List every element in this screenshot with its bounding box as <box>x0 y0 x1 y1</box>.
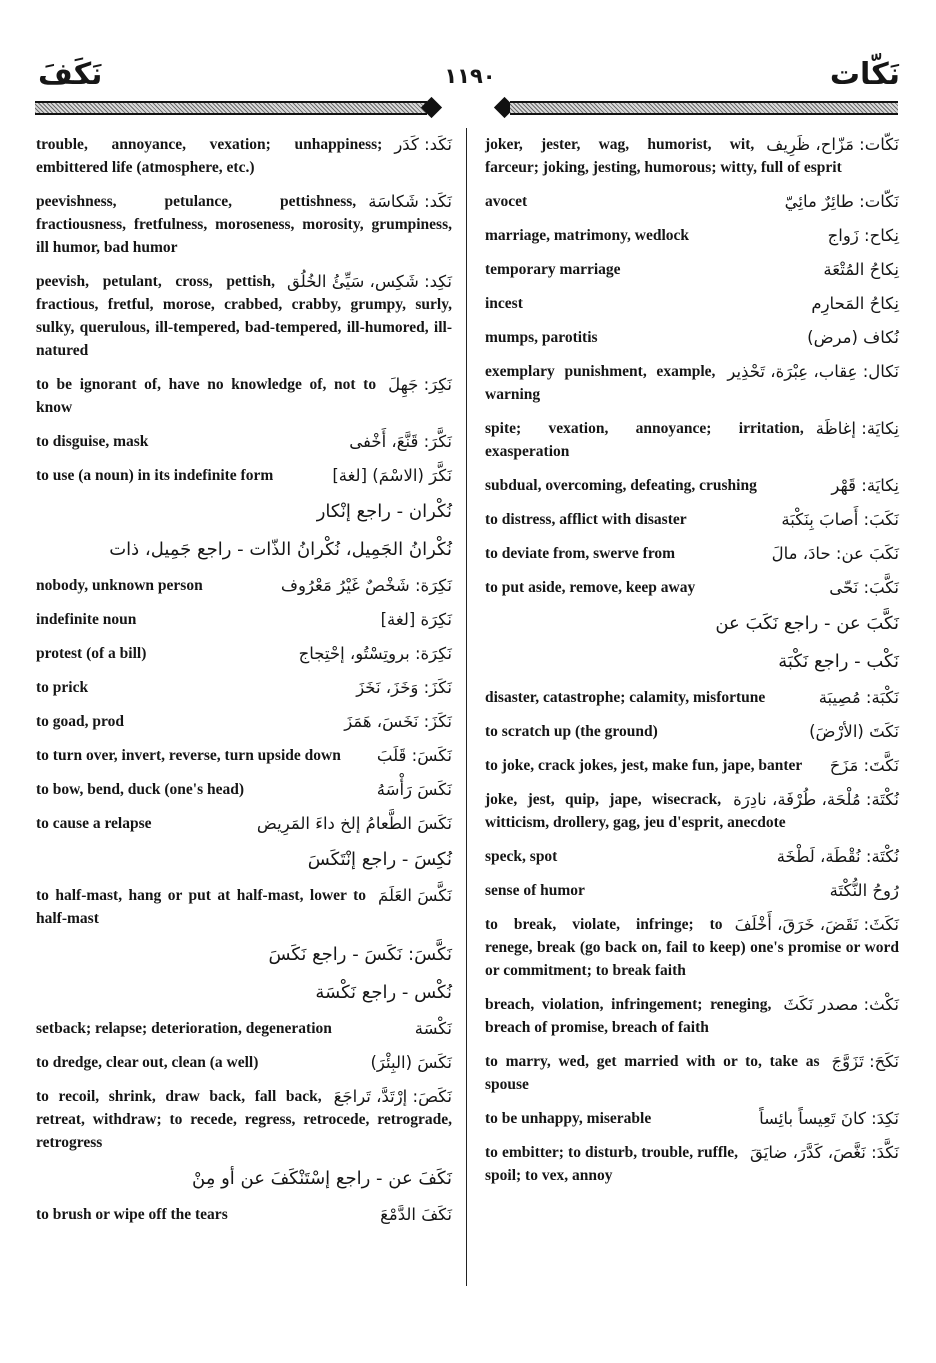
english-definition: to bow, bend, duck (one's head) <box>36 781 245 798</box>
arabic-headword: رُوحُ النُّكْتَة <box>829 881 899 900</box>
english-definition: disaster, catastrophe; calamity, misfortune <box>485 689 766 706</box>
arabic-cross-reference: نَكَفَ عن - راجع إسْتَنْكَفَ عن أو مِنْ <box>192 1168 452 1189</box>
english-definition: to cause a relapse <box>36 815 152 832</box>
english-definition: to use (a noun) in its indefinite form <box>36 467 274 484</box>
dictionary-entry <box>36 1203 452 1226</box>
english-definition: nobody, unknown person <box>36 577 203 594</box>
arabic-cross-reference: نَكْب - راجع نَكْبَة <box>778 651 899 672</box>
dictionary-entry <box>485 224 899 247</box>
dictionary-entry <box>485 326 899 349</box>
dictionary-entry <box>485 1107 899 1130</box>
dictionary-entry <box>36 642 452 665</box>
english-definition: peevishness, petulance, pettishness, fractiousness, fretfulness, moroseness, morosity, grumpiness, ill humor, bad humor <box>36 193 452 256</box>
english-definition: spite; vexation, annoyance; irritation, exasperation <box>485 420 804 460</box>
dictionary-entry <box>36 884 452 930</box>
dictionary-entry <box>485 1141 899 1187</box>
english-definition: trouble, annoyance, vexation; unhappiness; embittered life (atmosphere, etc.) <box>36 136 383 176</box>
dictionary-entry <box>485 190 899 213</box>
english-definition: to deviate from, swerve from <box>485 545 676 562</box>
cross-reference-entry <box>36 941 452 968</box>
dictionary-entry <box>485 686 899 709</box>
arabic-headword: نَكَّرَ: قَنَّعَ، أَخْفى <box>349 432 452 451</box>
arabic-headword: نَكِدَ: كانَ تَعِيساً بائِساً <box>759 1109 899 1128</box>
dictionary-entry <box>36 1085 452 1154</box>
english-definition: marriage, matrimony, wedlock <box>485 227 690 244</box>
english-definition: peevish, petulant, cross, pettish, fractious, fretful, morose, crabbed, crabby, grumpy, surly, sulky, querulous, ill-tempered, bad-tempered, ill-humored, ill-natured <box>36 273 452 359</box>
header-first-word: نَكّات <box>829 57 900 92</box>
english-definition: to put aside, remove, keep away <box>485 579 696 596</box>
english-definition: breach, violation, infringement; reneging, breach of promise, breach of faith <box>485 996 772 1036</box>
arabic-headword: نُكاف (مرض) <box>807 328 899 347</box>
dictionary-entry <box>485 993 899 1039</box>
arabic-headword: نَكِرَة: بروتِسْتُو، إحْتِجاج <box>298 644 452 663</box>
dictionary-entry <box>485 879 899 902</box>
dictionary-entry <box>485 542 899 565</box>
arabic-headword: نَكِرَة [لغة] <box>380 610 452 629</box>
english-definition: to embitter; to disturb, trouble, ruffle, spoil; to vex, annoy <box>485 1144 739 1184</box>
arabic-headword: نَكَصَ: إرْتَدَّ، تَراجَعَ <box>333 1087 452 1106</box>
left-column <box>36 133 452 1237</box>
english-definition: to prick <box>36 679 89 696</box>
dictionary-entry <box>36 778 452 801</box>
arabic-headword: نَكَزَ: نَخَسَ، هَمَزَ <box>344 712 452 731</box>
arabic-cross-reference: نُكِسَ - راجع إنْتَكَسَ <box>307 849 452 870</box>
dictionary-entry <box>485 1050 899 1096</box>
dictionary-entry <box>485 913 899 982</box>
english-definition: to disguise, mask <box>36 433 149 450</box>
english-definition: indefinite noun <box>36 611 137 628</box>
arabic-headword: نَكَبَ: أَصابَ بِنَكْبَة <box>781 510 899 529</box>
dictionary-entry <box>485 754 899 777</box>
english-definition: temporary marriage <box>485 261 621 278</box>
english-definition: joke, jest, quip, jape, wisecrack, witticism, drollery, gag, jeu d'esprit, anecdote <box>485 791 786 831</box>
dictionary-entry <box>36 744 452 767</box>
english-definition: speck, spot <box>485 848 558 865</box>
cross-reference-entry <box>36 536 452 563</box>
dictionary-entry <box>36 270 452 362</box>
english-definition: sense of humor <box>485 882 585 899</box>
arabic-headword: نَكَّدَ: نَغَّصَ، كَدَّرَ، ضايَقَ <box>750 1143 899 1162</box>
dictionary-entry <box>36 464 452 487</box>
arabic-headword: نِكايَة: إغاظَة <box>815 419 899 438</box>
english-definition: to distress, afflict with disaster <box>485 511 687 528</box>
english-definition: to half-mast, hang or put at half-mast, lower to half-mast <box>36 887 366 927</box>
cross-reference-entry <box>36 1165 452 1192</box>
dictionary-entry <box>485 360 899 406</box>
english-definition: mumps, parotitis <box>485 329 598 346</box>
dictionary-entry <box>36 190 452 259</box>
english-definition: to brush or wipe off the tears <box>36 1206 228 1223</box>
dictionary-entry <box>36 812 452 835</box>
english-definition: to turn over, invert, reverse, turn upside down <box>36 747 341 764</box>
cross-reference-entry <box>485 648 899 675</box>
arabic-headword: نَكِرَ: جَهِلَ <box>388 375 452 394</box>
dictionary-entry <box>485 720 899 743</box>
dictionary-entry <box>485 292 899 315</box>
english-definition: to scratch up (the ground) <box>485 723 658 740</box>
dictionary-entry <box>36 1017 452 1040</box>
dictionary-entry <box>36 430 452 453</box>
arabic-cross-reference: نَكَّسَ: نَكَسَ - راجع نَكَسَ <box>268 944 452 965</box>
arabic-headword: نَكال: عِقاب، عِبْرَة، تَحْذِير <box>727 362 899 381</box>
arabic-headword: نَكَسَ الطَّعامُ إلخ داءَ المَرِيض <box>256 814 452 833</box>
english-definition: incest <box>485 295 523 312</box>
dictionary-entry <box>485 576 899 599</box>
dictionary-entry <box>485 417 899 463</box>
dictionary-entry <box>485 474 899 497</box>
arabic-headword: نِكايَة: قَهْر <box>831 476 899 495</box>
arabic-headword: نَكَد: شَكاسَة <box>368 192 452 211</box>
arabic-headword: نَكِرَة: شَخْصٌ غَيْرُ مَعْرُوف <box>280 576 452 595</box>
english-definition: to marry, wed, get married with or to, take as spouse <box>485 1053 820 1093</box>
arabic-headword: نُكْتَة: مُلْحَة، طُرْفَة، نادِرَة <box>733 790 899 809</box>
dictionary-entry <box>36 373 452 419</box>
arabic-cross-reference: نُكْرانُ الجَمِيل، نُكْرانُ الذّات - راجع جَمِيل، ذات <box>109 539 452 560</box>
dictionary-entry <box>36 710 452 733</box>
arabic-headword: نِكاحُ المَحارِم <box>811 294 899 313</box>
arabic-headword: نَكَّبَ: نَحّى <box>829 578 899 597</box>
cross-reference-entry <box>485 610 899 637</box>
arabic-headword: نُكْتَة: نُقْطَة، لَطْخَة <box>776 847 899 866</box>
cross-reference-entry <box>36 846 452 873</box>
dictionary-entry <box>36 133 452 179</box>
header-last-word: نَكَفَ <box>38 57 103 92</box>
english-definition: setback; relapse; deterioration, degeneration <box>36 1020 332 1037</box>
header-rule-left <box>35 101 427 115</box>
cross-reference-entry <box>36 498 452 525</box>
arabic-headword: نَكْسَة <box>414 1019 452 1038</box>
dictionary-entry <box>485 845 899 868</box>
dictionary-entry <box>485 133 899 179</box>
dictionary-entry <box>36 1051 452 1074</box>
arabic-headword: نَكَّسَ العَلَمَ <box>377 886 452 905</box>
english-definition: to be ignorant of, have no knowledge of, not to know <box>36 376 377 416</box>
arabic-headword: نَكَبَ عن: حادَ، مالَ <box>771 544 899 563</box>
english-definition: to recoil, shrink, draw back, fall back, retreat, withdraw; to recede, regress, retrocede, retrograde, retrogress <box>36 1088 452 1151</box>
english-definition: exemplary punishment, example, warning <box>485 363 716 403</box>
dictionary-entry <box>485 788 899 834</box>
arabic-headword: نَكَسَ (البِئْرَ) <box>370 1053 452 1072</box>
arabic-headword: نِكاح: زَواج <box>827 226 899 245</box>
english-definition: to break, violate, infringe; to renege, break (go back on, fail to keep) one's promise or word or commitment; to break faith <box>485 916 899 979</box>
arabic-headword: نَكَفَ الدَّمْعَ <box>380 1205 452 1224</box>
arabic-headword: نَكَد: كَدَر <box>394 135 452 154</box>
english-definition: to joke, crack jokes, jest, make fun, jape, banter <box>485 757 803 774</box>
english-definition: protest (of a bill) <box>36 645 147 662</box>
arabic-headword: نَكَزَ: وَخَزَ، نَخَزَ <box>356 678 452 697</box>
arabic-cross-reference: نُكْس - راجع نَكْسَة <box>315 982 452 1003</box>
english-definition: to dredge, clear out, clean (a well) <box>36 1054 259 1071</box>
arabic-headword: نَكَثَ: نَقَضَ، خَرَقَ، أَخْلَفَ <box>734 915 899 934</box>
arabic-headword: نَكَتَ (الأرْضَ) <box>809 722 899 741</box>
arabic-headword: نَكِد: شَكِس، سَيِّئُ الخُلُق <box>287 272 452 291</box>
right-column <box>485 133 899 1198</box>
arabic-headword: نَكْث: مصدر نَكَثَ <box>783 995 899 1014</box>
header-rule-right <box>510 101 898 115</box>
english-definition: avocet <box>485 193 528 210</box>
english-definition: joker, jester, wag, humorist, wit, farceur; joking, jesting, humorous; witty, full of esprit <box>485 136 842 176</box>
arabic-cross-reference: نَكَّبَ عن - راجع نَكَبَ عن <box>715 613 899 634</box>
arabic-headword: نَكَّتَ: مَزَحَ <box>829 756 899 775</box>
arabic-headword: نَكَحَ: تَزَوَّجَ <box>831 1052 899 1071</box>
dictionary-entry <box>485 258 899 281</box>
arabic-headword: نَكّات: مَزّاح، ظَرِيف <box>766 135 899 154</box>
arabic-headword: نَكَسَ: قَلَبَ <box>376 746 452 765</box>
dictionary-entry <box>485 508 899 531</box>
arabic-headword: نَكّات: طائِرٌ مائِيّ <box>784 192 899 211</box>
column-divider <box>466 128 467 1286</box>
page-number: ١١٩٠ <box>444 64 496 88</box>
dictionary-entry <box>36 676 452 699</box>
arabic-headword: نَكْبَة: مُصِيبَة <box>818 688 899 707</box>
arabic-cross-reference: نُكْران - راجع إنْكار <box>316 501 452 522</box>
english-definition: to goad, prod <box>36 713 124 730</box>
cross-reference-entry <box>36 979 452 1006</box>
arabic-headword: نَكَّرَ (الاسْمَ) [لغة] <box>332 466 452 485</box>
arabic-headword: نَكَسَ رَأْسَهُ <box>376 780 452 799</box>
english-definition: subdual, overcoming, defeating, crushing <box>485 477 757 494</box>
dictionary-entry <box>36 608 452 631</box>
dictionary-entry <box>36 574 452 597</box>
arabic-headword: نِكاحُ المُتْعَة <box>823 260 899 279</box>
english-definition: to be unhappy, miserable <box>485 1110 652 1127</box>
